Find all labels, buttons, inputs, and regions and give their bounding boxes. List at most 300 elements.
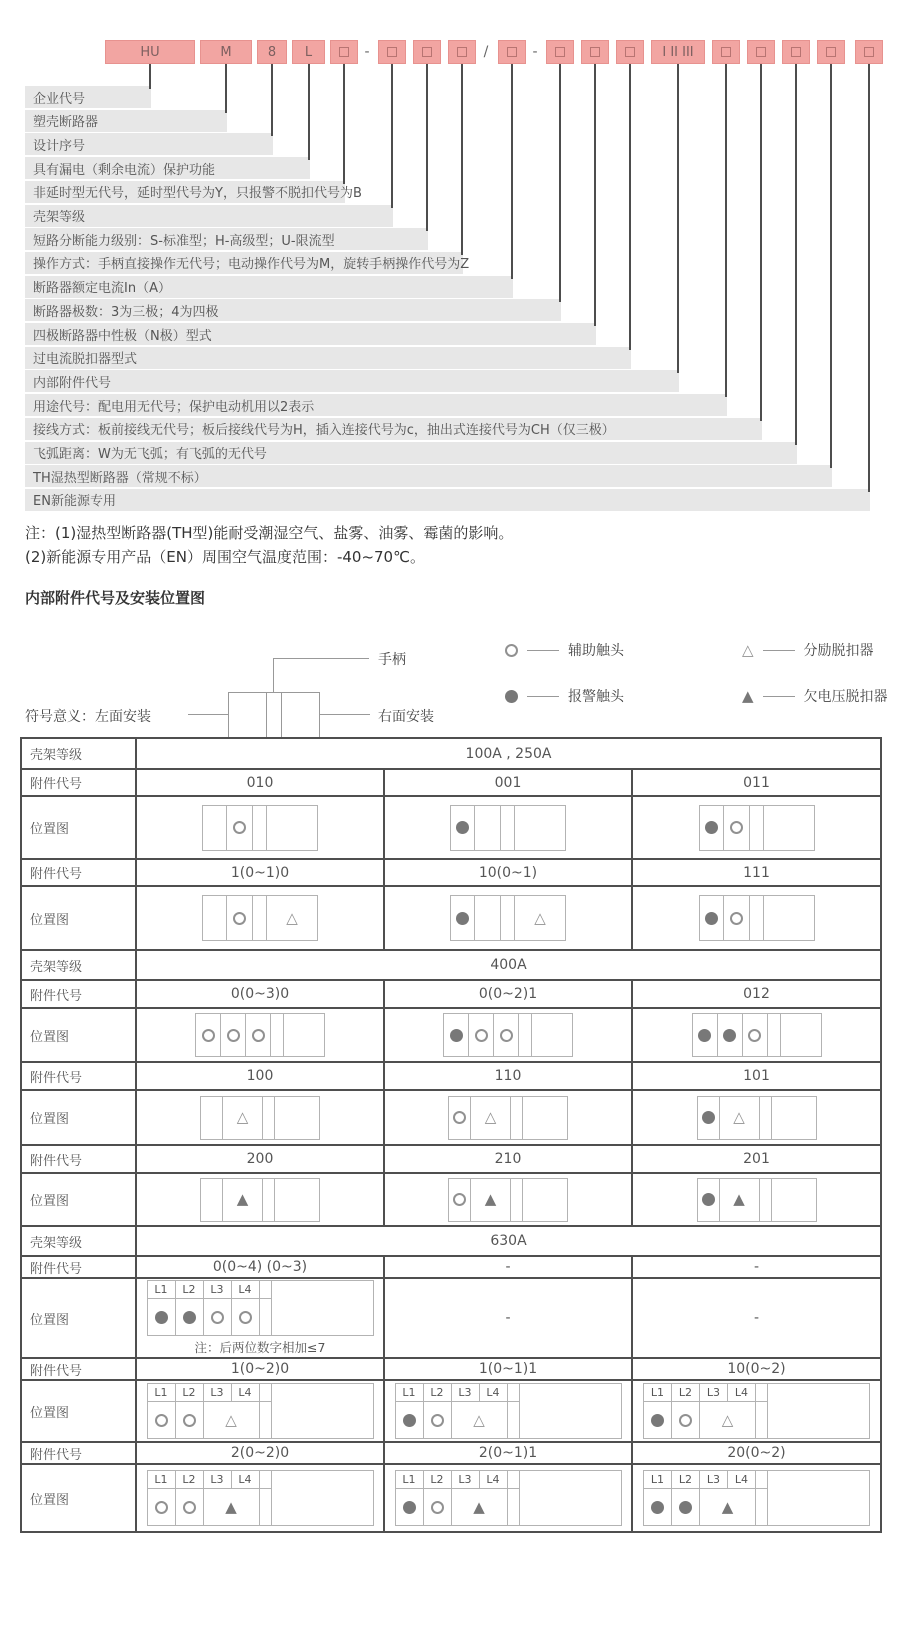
position-diagram-cell	[384, 796, 632, 859]
l-header-cell: L3	[204, 1384, 232, 1402]
l-header-row	[148, 1281, 373, 1299]
accessory-code-cell: 011	[632, 769, 881, 796]
diagram-cell	[201, 1097, 223, 1139]
diagram-cell	[475, 806, 501, 850]
position-diagram-l	[147, 1383, 374, 1439]
accessory-code-cell: 100	[136, 1062, 384, 1090]
undervoltage-release-symbol: ▲	[225, 1497, 237, 1516]
accessory-table-wrap	[20, 737, 882, 1533]
l-header-tiny-cell	[260, 1281, 272, 1299]
l-header-cell: L4	[232, 1471, 260, 1489]
legend-item-label: 欠电压脱扣器	[803, 689, 888, 705]
legend-item	[742, 686, 888, 706]
code-row	[21, 1442, 881, 1464]
l-header-cell: L1	[644, 1384, 672, 1402]
l-header-cell: L3	[700, 1384, 728, 1402]
auxiliary-contact-symbol	[233, 912, 246, 925]
auxiliary-contact-symbol	[239, 1311, 252, 1324]
l-symbol-row	[644, 1489, 869, 1525]
auxiliary-contact-symbol	[679, 1414, 692, 1427]
position-diagram-cell	[632, 886, 881, 950]
l-header-tiny-cell	[756, 1471, 768, 1489]
position-diagram-cell	[632, 1090, 881, 1145]
auxiliary-contact-symbol	[431, 1414, 444, 1427]
code-row	[21, 1145, 881, 1173]
diagram-cell	[275, 1097, 319, 1139]
auxiliary-contact-symbol	[183, 1501, 196, 1514]
l-symbol-row	[396, 1489, 621, 1525]
l-header-cell: L1	[644, 1471, 672, 1489]
code-row-label: 附件代号	[21, 1358, 136, 1380]
position-diagram	[699, 805, 815, 851]
l-symbol-filler	[272, 1299, 373, 1335]
model-placeholder-box	[747, 40, 775, 64]
l-header-row	[396, 1471, 621, 1489]
alarm-contact-symbol	[505, 690, 518, 703]
accessory-code-cell: 010	[136, 769, 384, 796]
diagram-cell	[720, 1179, 760, 1221]
l-symbol-cell	[672, 1402, 700, 1438]
position-diagram-cell	[632, 1173, 881, 1226]
breaker-divider-2	[281, 693, 282, 737]
l-symbol-row	[148, 1299, 373, 1335]
l-header-tiny-cell	[756, 1384, 768, 1402]
diagram-cell	[201, 1179, 223, 1221]
diagram-cell	[698, 1097, 720, 1139]
auxiliary-contact-symbol	[227, 1029, 240, 1042]
diagram-cell	[720, 1097, 760, 1139]
model-placeholder-box	[855, 40, 883, 64]
auxiliary-contact-symbol	[431, 1501, 444, 1514]
alarm-contact-symbol	[155, 1311, 168, 1324]
code-row-label: 附件代号	[21, 1062, 136, 1090]
auxiliary-contact-symbol	[202, 1029, 215, 1042]
l-header-cell: L2	[424, 1384, 452, 1402]
model-nomenclature-diagram	[0, 0, 900, 520]
l-header-filler	[768, 1471, 869, 1489]
frame-row	[21, 738, 881, 769]
auxiliary-contact-symbol	[730, 912, 743, 925]
legend-item	[505, 640, 624, 660]
position-diagram	[448, 1096, 568, 1140]
diagram-cell	[253, 896, 267, 940]
l-header-cell: L4	[480, 1471, 508, 1489]
position-diagram	[200, 1096, 320, 1140]
model-placeholder-box	[581, 40, 609, 64]
diagram-cell	[449, 1097, 471, 1139]
position-diagram-cell	[384, 1464, 632, 1532]
position-diagram-cell	[136, 1278, 384, 1358]
accessory-code-cell: 110	[384, 1062, 632, 1090]
frame-value: 630A	[136, 1226, 881, 1256]
shunt-release-symbol: △	[484, 1108, 497, 1126]
position-diagram-cell	[384, 1090, 632, 1145]
shunt-release-symbol: △	[286, 908, 298, 927]
connector-line	[830, 64, 832, 468]
position-diagram	[697, 1178, 817, 1222]
diagram-row-label: 位置图	[21, 1090, 136, 1145]
diagram-cell	[515, 806, 565, 850]
alarm-contact-symbol	[651, 1501, 664, 1514]
model-code-box: HU	[105, 40, 195, 64]
alarm-contact-symbol	[702, 1111, 715, 1124]
accessory-code-cell: 1(0~1)1	[384, 1358, 632, 1380]
diagram-cell	[246, 1014, 271, 1056]
position-diagram-cell	[136, 796, 384, 859]
accessory-code-cell: -	[632, 1256, 881, 1278]
position-diagram	[699, 895, 815, 941]
shunt-release-symbol: △	[236, 1108, 249, 1126]
alarm-contact-symbol	[183, 1311, 196, 1324]
model-code-box: L	[292, 40, 325, 64]
position-diagram-cell	[136, 1173, 384, 1226]
model-code-box: M	[200, 40, 252, 64]
diagram-cell	[724, 806, 750, 850]
l-header-cell: L3	[452, 1384, 480, 1402]
diagram-row-label: 位置图	[21, 1380, 136, 1442]
diagram-cell	[449, 1179, 471, 1221]
l-symbol-cell	[756, 1402, 768, 1438]
l-header-cell: L4	[480, 1384, 508, 1402]
position-diagram	[450, 895, 566, 941]
diagram-cell	[494, 1014, 519, 1056]
accessory-table	[20, 737, 882, 1533]
position-diagram	[697, 1096, 817, 1140]
l-header-cell: L3	[452, 1471, 480, 1489]
diagram-cell	[750, 806, 764, 850]
annotation-bar: 企业代号	[25, 86, 151, 108]
l-symbol-cell	[176, 1489, 204, 1525]
diagram-cell	[768, 1014, 781, 1056]
l-symbol-cell	[260, 1299, 272, 1335]
position-diagram-cell	[384, 1008, 632, 1062]
diagram-note: 注：后两位数字相加≤7	[194, 1340, 326, 1355]
legend-dash-line	[763, 696, 795, 697]
l-header-tiny-cell	[508, 1384, 520, 1402]
diagram-cell	[515, 896, 565, 940]
diagram-cell	[203, 806, 227, 850]
diagram-row-label: 位置图	[21, 1173, 136, 1226]
l-header-cell: L2	[176, 1384, 204, 1402]
diagram-cell	[471, 1179, 511, 1221]
l-header-cell: L4	[728, 1384, 756, 1402]
l-header-cell: L2	[672, 1384, 700, 1402]
l-symbol-cell	[424, 1402, 452, 1438]
annotation-bar: EN新能源专用	[25, 489, 870, 511]
accessory-code-cell: 210	[384, 1145, 632, 1173]
code-row-label: 附件代号	[21, 1145, 136, 1173]
diagram-row	[21, 1173, 881, 1226]
l-symbol-cell	[452, 1402, 508, 1438]
l-header-cell: L2	[176, 1471, 204, 1489]
section-title: 内部附件代号及安装位置图	[25, 589, 206, 607]
diagram-row-label: 位置图	[21, 1278, 136, 1358]
l-header-row	[644, 1384, 869, 1402]
position-diagram	[450, 805, 566, 851]
l-symbol-cell	[232, 1299, 260, 1335]
diagram-cell	[523, 1097, 567, 1139]
shunt-release-symbol: △	[473, 1410, 485, 1429]
position-diagram-l	[643, 1470, 870, 1526]
l-header-filler	[520, 1384, 621, 1402]
accessory-code-cell: 200	[136, 1145, 384, 1173]
diagram-cell	[267, 896, 317, 940]
l-header-tiny-cell	[260, 1471, 272, 1489]
l-header-tiny-cell	[508, 1471, 520, 1489]
accessory-code-cell: 0(0~3)0	[136, 980, 384, 1008]
annotation-bar: 壳架等级	[25, 205, 393, 227]
placeholder-square-icon	[625, 47, 635, 57]
shunt-release-symbol: △	[733, 1108, 745, 1126]
frame-row	[21, 1226, 881, 1256]
alarm-contact-symbol	[403, 1414, 416, 1427]
annotation-bar: TH湿热型断路器（常规不标）	[25, 465, 832, 487]
auxiliary-contact-symbol	[252, 1029, 265, 1042]
auxiliary-contact-symbol	[475, 1029, 488, 1042]
l-header-row	[148, 1384, 373, 1402]
legend-dash-line	[527, 696, 559, 697]
position-diagram-cell	[632, 1008, 881, 1062]
l-header-cell: L3	[700, 1471, 728, 1489]
diagram-row	[21, 1464, 881, 1532]
l-symbol-filler	[272, 1402, 373, 1438]
l-header-cell: L3	[204, 1281, 232, 1299]
accessory-code-cell: 10(0~2)	[632, 1358, 881, 1380]
handle-pointer-hline	[273, 658, 369, 659]
connector-line	[343, 64, 345, 184]
l-symbol-filler	[520, 1489, 621, 1525]
undervoltage-release-symbol: ▲	[721, 1497, 734, 1516]
connector-line	[426, 64, 428, 231]
connector-line	[271, 64, 273, 136]
annotation-bar: 非延时型无代号，延时型代号为Y，只报警不脱扣代号为B	[25, 181, 345, 203]
auxiliary-contact-symbol	[155, 1414, 168, 1427]
model-code-box: I II III	[651, 40, 705, 64]
undervoltage-release-symbol: ▲	[733, 1190, 745, 1208]
connector-line	[149, 64, 151, 89]
breaker-divider-1	[266, 693, 267, 737]
auxiliary-contact-symbol	[453, 1193, 466, 1206]
l-header-row	[644, 1471, 869, 1489]
diagram-cell	[284, 1014, 324, 1056]
l-symbol-cell	[260, 1402, 272, 1438]
position-diagram-cell: -	[384, 1278, 632, 1358]
position-diagram-l	[395, 1470, 622, 1526]
l-symbol-filler	[768, 1489, 869, 1525]
undervoltage-release-symbol: ▲	[236, 1190, 249, 1208]
frame-row-label: 壳架等级	[21, 738, 136, 769]
position-diagram	[202, 805, 318, 851]
legend-dash-line	[527, 650, 559, 651]
l-symbol-row	[644, 1402, 869, 1438]
l-symbol-cell	[508, 1489, 520, 1525]
model-placeholder-box	[616, 40, 644, 64]
l-symbol-cell	[452, 1489, 508, 1525]
annotation-bar: 飞弧距离：W为无飞弧；有飞弧的无代号	[25, 442, 797, 464]
code-row-label: 附件代号	[21, 1442, 136, 1464]
diagram-cell	[227, 806, 253, 850]
diagram-row-label: 位置图	[21, 886, 136, 950]
model-placeholder-box	[378, 40, 406, 64]
l-header-cell: L3	[204, 1471, 232, 1489]
diagram-cell	[760, 1179, 772, 1221]
l-header-cell: L1	[396, 1384, 424, 1402]
diagram-cell	[724, 896, 750, 940]
model-separator: -	[532, 44, 538, 60]
diagram-cell	[271, 1014, 284, 1056]
connector-line	[559, 64, 561, 302]
alarm-contact-symbol	[679, 1501, 692, 1514]
undervoltage-release-symbol: ▲	[484, 1190, 497, 1208]
left-mount-label: 符号意义：左面安装	[25, 709, 151, 725]
placeholder-square-icon	[422, 47, 432, 57]
alarm-contact-symbol	[403, 1501, 416, 1514]
undervoltage-release-symbol: ▲	[473, 1497, 485, 1516]
diagram-cell	[267, 806, 317, 850]
l-symbol-row	[396, 1402, 621, 1438]
model-placeholder-box	[498, 40, 526, 64]
connector-line	[511, 64, 513, 279]
position-diagram-cell	[136, 1008, 384, 1062]
l-symbol-cell	[672, 1489, 700, 1525]
placeholder-square-icon	[387, 47, 397, 57]
accessory-code-cell: 101	[632, 1062, 881, 1090]
handle-label: 手柄	[378, 652, 406, 668]
right-mount-label: 右面安装	[378, 709, 434, 725]
l-symbol-cell	[644, 1489, 672, 1525]
diagram-cell	[511, 1179, 523, 1221]
code-row-label: 附件代号	[21, 769, 136, 796]
l-symbol-cell	[644, 1402, 672, 1438]
frame-value: 100A , 250A	[136, 738, 881, 769]
placeholder-square-icon	[555, 47, 565, 57]
placeholder-square-icon	[507, 47, 517, 57]
diagram-cell	[743, 1014, 768, 1056]
mounting-legend-area	[0, 612, 900, 737]
accessory-code-cell: 2(0~2)0	[136, 1442, 384, 1464]
l-symbol-cell	[700, 1402, 756, 1438]
alarm-contact-symbol	[723, 1029, 736, 1042]
annotation-bar: 过电流脱扣器型式	[25, 347, 631, 369]
l-header-filler	[520, 1471, 621, 1489]
position-diagram-cell	[136, 1380, 384, 1442]
legend-dash-line	[763, 650, 795, 651]
l-symbol-cell	[148, 1402, 176, 1438]
annotation-bar: 塑壳断路器	[25, 110, 227, 132]
alarm-contact-symbol	[651, 1414, 664, 1427]
accessory-code-cell: 2(0~1)1	[384, 1442, 632, 1464]
model-placeholder-box	[448, 40, 476, 64]
connector-line	[308, 64, 310, 160]
l-header-cell: L4	[728, 1471, 756, 1489]
auxiliary-contact-symbol	[155, 1501, 168, 1514]
right-mount-line	[320, 714, 370, 715]
alarm-contact-symbol	[698, 1029, 711, 1042]
auxiliary-contact-symbol	[748, 1029, 761, 1042]
alarm-contact-symbol	[702, 1193, 715, 1206]
diagram-cell	[764, 806, 814, 850]
position-diagram	[200, 1178, 320, 1222]
position-diagram	[443, 1013, 573, 1057]
code-row	[21, 1062, 881, 1090]
l-symbol-cell	[396, 1402, 424, 1438]
position-diagram-cell	[136, 1464, 384, 1532]
placeholder-square-icon	[864, 47, 874, 57]
l-header-cell: L2	[176, 1281, 204, 1299]
legend-item	[505, 686, 624, 706]
annotation-bar: 断路器额定电流In（A）	[25, 276, 513, 298]
frame-row-label: 壳架等级	[21, 1226, 136, 1256]
diagram-row	[21, 1380, 881, 1442]
diagram-cell	[501, 896, 515, 940]
diagram-row	[21, 796, 881, 859]
l-header-cell: L1	[396, 1471, 424, 1489]
diagram-cell	[760, 1097, 772, 1139]
diagram-cell	[451, 806, 475, 850]
l-header-cell: L1	[148, 1384, 176, 1402]
accessory-code-cell: 201	[632, 1145, 881, 1173]
placeholder-square-icon	[756, 47, 766, 57]
placeholder-square-icon	[721, 47, 731, 57]
code-row-label: 附件代号	[21, 980, 136, 1008]
diagram-cell	[196, 1014, 221, 1056]
l-symbol-cell	[260, 1489, 272, 1525]
frame-value: 400A	[136, 950, 881, 980]
annotation-bar: 设计序号	[25, 133, 273, 155]
diagram-cell	[718, 1014, 743, 1056]
position-diagram-l	[395, 1383, 622, 1439]
diagram-cell	[693, 1014, 718, 1056]
position-diagram	[448, 1178, 568, 1222]
accessory-code-cell: 0(0~4) (0~3)	[136, 1256, 384, 1278]
code-row	[21, 1358, 881, 1380]
l-symbol-cell	[396, 1489, 424, 1525]
diagram-cell	[263, 1179, 275, 1221]
code-row-label: 附件代号	[21, 859, 136, 886]
position-diagram-cell	[632, 1380, 881, 1442]
placeholder-square-icon	[339, 47, 349, 57]
code-row	[21, 769, 881, 796]
note-line-2: (2)新能源专用产品（EN）周围空气温度范围：-40~70℃。	[25, 548, 425, 566]
diagram-cell	[700, 896, 724, 940]
connector-line	[461, 64, 463, 255]
position-diagram-cell	[632, 1464, 881, 1532]
l-header-tiny-cell	[260, 1384, 272, 1402]
l-header-filler	[768, 1384, 869, 1402]
l-symbol-cell	[204, 1402, 260, 1438]
model-placeholder-box	[413, 40, 441, 64]
position-diagram-l	[147, 1280, 374, 1336]
connector-line	[677, 64, 679, 373]
placeholder-square-icon	[791, 47, 801, 57]
alarm-contact-symbol	[705, 821, 718, 834]
l-header-filler	[272, 1384, 373, 1402]
auxiliary-contact-symbol	[183, 1414, 196, 1427]
diagram-cell	[275, 1179, 319, 1221]
placeholder-square-icon	[590, 47, 600, 57]
l-header-cell: L1	[148, 1281, 176, 1299]
diagram-row	[21, 1008, 881, 1062]
annotation-bar: 用途代号：配电用无代号；保护电动机用以2表示	[25, 394, 727, 416]
l-header-filler	[272, 1281, 373, 1299]
l-header-cell: L4	[232, 1281, 260, 1299]
note-line-1: 注：(1)湿热型断路器(TH型)能耐受潮湿空气、盐雾、油雾、霉菌的影响。	[25, 524, 514, 542]
code-row	[21, 980, 881, 1008]
l-header-cell: L1	[148, 1471, 176, 1489]
accessory-code-cell: 1(0~2)0	[136, 1358, 384, 1380]
diagram-row-label: 位置图	[21, 1464, 136, 1532]
l-symbol-cell	[176, 1299, 204, 1335]
